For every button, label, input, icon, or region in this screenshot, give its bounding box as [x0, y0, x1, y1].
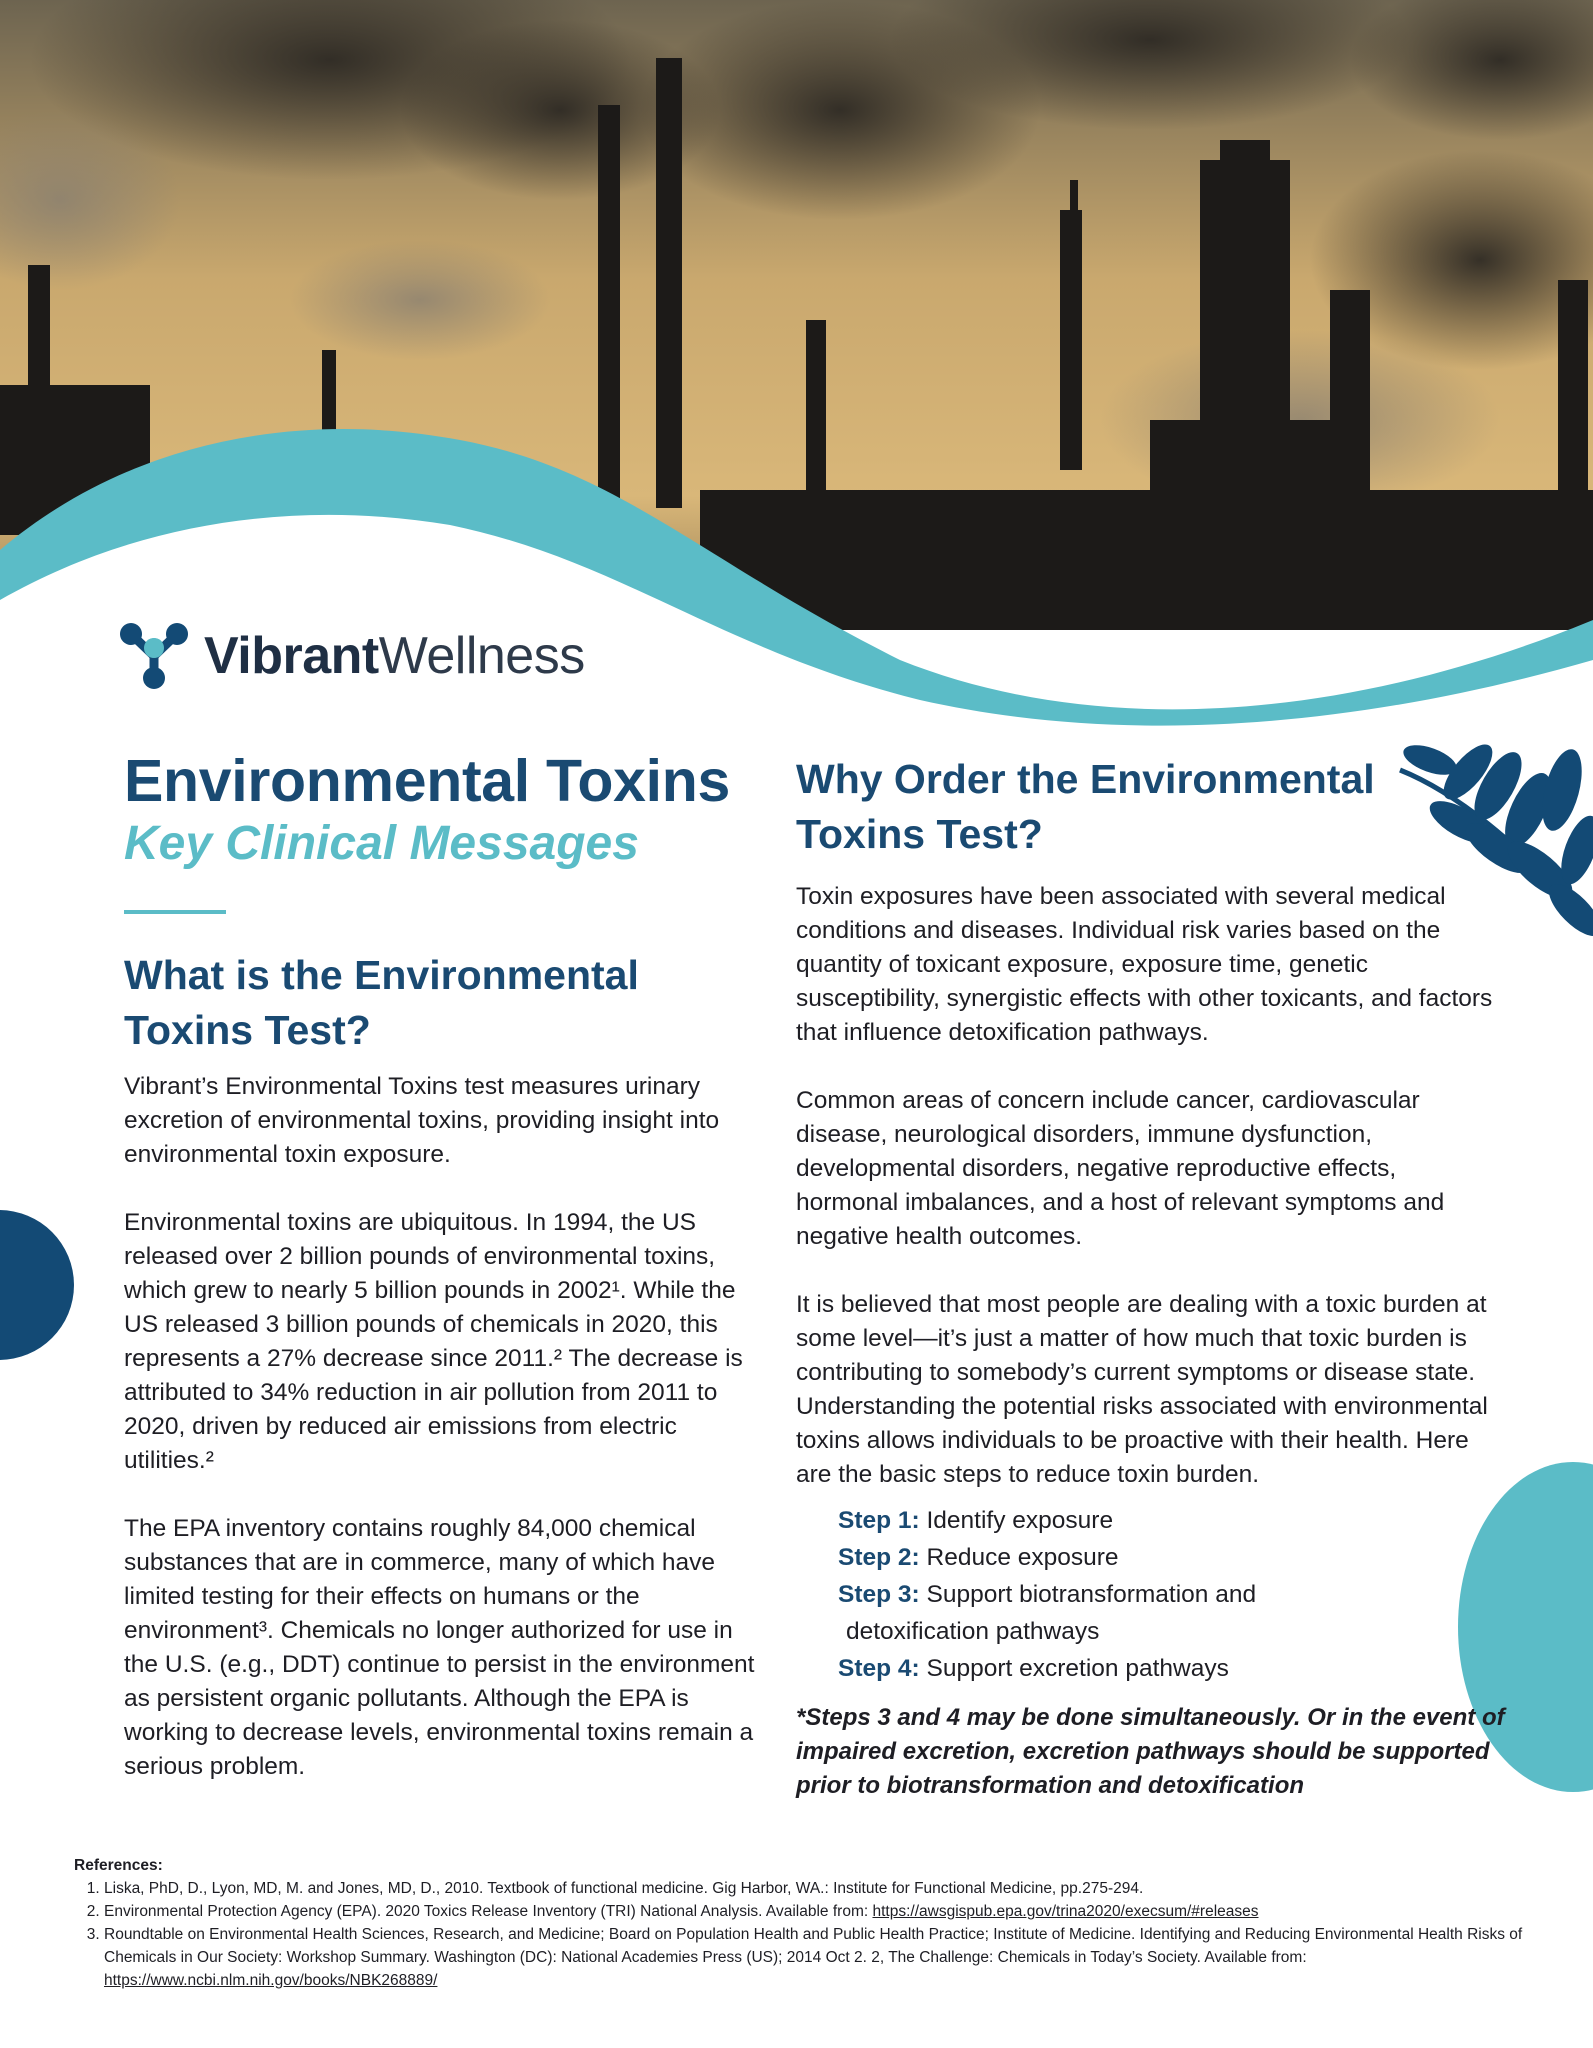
- step-item: Step 3: Support biotransformation and: [838, 1581, 1257, 1608]
- steps-list: [838, 1502, 1516, 1687]
- steps-note: *Steps 3 and 4 may be done simultaneously. Or in the event of impaired excretion, excretion pathways should be supported prior to biotransformation and detoxification: [796, 1704, 1505, 1799]
- divider: [124, 910, 226, 914]
- references-heading: References:: [74, 1857, 163, 1874]
- step-item: Step 1: Identify exposure: [838, 1507, 1114, 1534]
- step-item: Step 4: Support excretion pathways: [838, 1655, 1229, 1682]
- references: [74, 1854, 1534, 1992]
- section-heading-what: What is the Environmental Toxins Test?: [124, 952, 639, 1053]
- right-paragraph-3: It is believed that most people are dealing with a toxic burden at some level—it’s just a matter of how much that toxic burden is contributing to somebody’s current symptoms or disease state. Understanding the potential risks associated with environmental toxins allows individuals to be proactive with their health. Here are the basic steps to reduce toxin burden.: [796, 1291, 1488, 1488]
- vibrant-molecule-logo-icon: [118, 620, 190, 692]
- right-paragraph-2: Common areas of concern include cancer, cardiovascular disease, neurological disorders, immune dysfunction, developmental disorders, negative reproductive effects, hormonal imbalances, and a host of relevant symptoms and negative health outcomes.: [796, 1087, 1445, 1250]
- right-column: [796, 752, 1516, 1803]
- left-column: [124, 748, 764, 1784]
- left-paragraph-3: The EPA inventory contains roughly 84,000 chemical substances that are in commerce, many of which have limited testing for their effects on humans or the environment³. Chemicals no longer authorized for use in the U.S. (e.g., DDT) continue to persist in the environment as persistent organic pollutants. Although the EPA is working to decrease levels, environmental toxins remain a serious problem.: [124, 1515, 755, 1780]
- right-paragraph-1: Toxin exposures have been associated with several medical conditions and diseases. Individual risk varies based on the quantity of toxicant exposure, exposure time, genetic susceptibility, synergistic effects with other toxicants, and factors that influence detoxification pathways.: [796, 883, 1493, 1046]
- reference-link[interactable]: https://www.ncbi.nlm.nih.gov/books/NBK268889/: [104, 1972, 438, 1989]
- reference-item: 3. Roundtable on Environmental Health Sciences, Research, and Medicine; Board on Population Health and Public Health Practice; Institute of Medicine. Identifying and Reducing Environmental Health Risks of Chemicals in Our Society: Workshop Summary. Washington (DC): National Academies Press (US); 2014 Oct 2. 2, The Challenge: Chemicals in Today’s Society. Available from: https://www.ncbi.nlm.nih.gov/books/NBK268889/: [104, 1923, 1534, 1992]
- page-subtitle: Key Clinical Messages: [124, 817, 639, 870]
- decorative-circle-navy: [0, 1210, 74, 1360]
- reference-link[interactable]: https://awsgispub.epa.gov/trina2020/execsum/#releases: [872, 1903, 1259, 1920]
- reference-item: 2. Environmental Protection Agency (EPA). 2020 Toxics Release Inventory (TRI) National Analysis. Available from: https://awsgispub.epa.gov/trina2020/execsum/#releases: [104, 1900, 1534, 1923]
- step-item: Step 2: Reduce exposure: [838, 1544, 1119, 1571]
- left-paragraph-1: Vibrant’s Environmental Toxins test measures urinary excretion of environmental toxins, providing insight into environmental toxin exposure.: [124, 1073, 720, 1168]
- brand-name: VibrantWellness: [204, 627, 585, 685]
- left-paragraph-2: Environmental toxins are ubiquitous. In 1994, the US released over 2 billion pounds of environmental toxins, which grew to nearly 5 billion pounds in 2002¹. While the US released 3 billion pounds of chemicals in 2020, this represents a 27% decrease since 2011.² The decrease is attributed to 34% reduction in air pollution from 2011 to 2020, driven by reduced air emissions from electric utilities.²: [124, 1209, 743, 1474]
- section-heading-why: Why Order the Environmental Toxins Test?: [796, 756, 1375, 857]
- step-item-continued: detoxification pathways: [846, 1618, 1100, 1645]
- reference-item: 1. Liska, PhD, D., Lyon, MD, M. and Jones, MD, D., 2010. Textbook of functional medicine. Gig Harbor, WA.: Institute for Functional Medicine, pp.275-294.: [104, 1877, 1534, 1900]
- vibrant-wellness-logo: [118, 620, 585, 692]
- page-title: Environmental Toxins: [124, 748, 730, 814]
